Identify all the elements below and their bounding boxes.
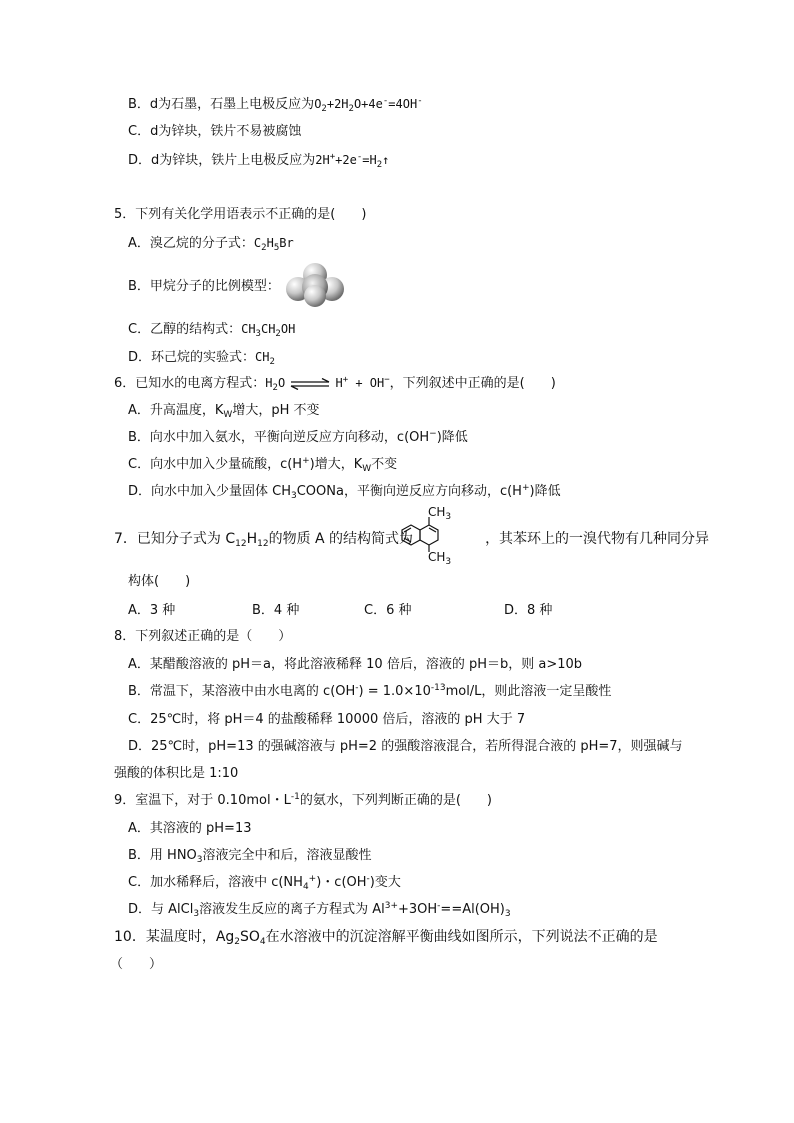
q4-option-b-text: d为石墨，石墨上电极反应为 [149, 97, 315, 112]
q4-option-c [128, 123, 301, 141]
q5-option-b-label: B． [128, 279, 150, 294]
q8-option-a: A．某醋酸溶液的 pH＝a，将此溶液稀释 10 倍后，溶液的 pH＝b，则 a>10b [128, 657, 583, 672]
q8-option-d-continued: 强酸的体积比是 1:10 [114, 766, 239, 781]
q8-option-c: C．25℃时，将 pH＝4 的盐酸稀释 10000 倍后，溶液的 pH 大于 7 [128, 712, 526, 727]
q7-structure-image [392, 506, 466, 568]
q10-stem-continued: （ ） [110, 957, 163, 972]
q5-option-c-text: 乙醇的结构式： [150, 322, 242, 337]
q9-option-a: A．其溶液的 pH=13 [128, 821, 252, 836]
q7-choice-c: C．6 种 [364, 603, 412, 618]
q6-option-a: A．升高温度，$K_W$增大，pH 不变 [128, 403, 320, 420]
q5-stem: 5．下列有关化学用语表示不正确的是( ) [114, 207, 367, 222]
q4-option-c-label: C． [128, 124, 151, 139]
q7-stem-post: ，其苯环上的一溴代物有几种同分异 [485, 531, 710, 547]
q6-option-b: B．向水中加入氨水，平衡向逆反应方向移动，c(OH−)降低 [128, 429, 468, 445]
q6-equation-left: $H_2O$ [265, 376, 286, 393]
q4-option-d-label: D． [128, 153, 152, 168]
q4-option-d-text: d为锌块，铁片上电极反应为 [151, 153, 316, 168]
q8-option-b: B．常温下，某溶液中由水电离的 $c(OH^-) = 1.0\times 10^{-13}mol/L$，则此溶液一定呈酸性 [128, 683, 612, 699]
q5-option-a-formula: $C_2H_5Br$ [253, 236, 294, 253]
q6-equation-right: H+ + OH− [335, 375, 390, 390]
q7-choice-d: D．8 种 [504, 603, 553, 618]
q5-option-d-formula: $CH_2$ [255, 350, 275, 367]
q7-stem-pre: 7．已知分子式为 $C_{12}H_{12}$的物质 A 的结构简式为 [114, 531, 414, 549]
q9-option-b: B．用 $HNO_3$溶液完全中和后，溶液显酸性 [128, 848, 372, 865]
q4-option-b-equation: $O_2+2H_2O+4e^-=4OH^-$ [314, 96, 423, 114]
q5-option-b-text: 甲烷分子的比例模型： [149, 279, 280, 294]
equilibrium-arrow-icon [289, 376, 331, 391]
q5-option-b [128, 278, 280, 296]
q4-option-b-label: B． [128, 97, 150, 112]
q5-option-a-label: A． [128, 236, 150, 251]
q5-option-c-label: C． [128, 322, 151, 337]
methane-space-filling-model-image [286, 262, 344, 308]
q9-option-d: D．与 AlCl$_3$溶液发生反应的离子方程式为 $Al^{3+}+3OH^-==Al(OH)_3$ [128, 901, 511, 919]
q4-option-c-text: d为锌块，铁片不易被腐蚀 [150, 124, 302, 139]
q4-option-d-equation: $2H^++2e^-=H_2↑$ [315, 152, 390, 170]
q7-structure-top-methyl: $CH_3$ [428, 505, 452, 522]
q7-choice-b: B．4 种 [252, 603, 300, 618]
q6-stem-post: ，下列叙述中正确的是( ) [389, 376, 556, 391]
q8-stem: 8．下列叙述正确的是（ ） [114, 629, 292, 644]
q4-option-d [128, 151, 389, 170]
q4-option-b [128, 95, 423, 114]
q5-option-c-formula: $CH_3CH_2OH$ [241, 322, 296, 339]
q7-choice-a: A．3 种 [128, 603, 176, 618]
q6-option-c: C．向水中加入少量硫酸，c(H+)增大，$K_W$不变 [128, 456, 398, 474]
q6-stem-pre: 6．已知水的电离方程式： [114, 376, 266, 391]
q10-stem: 10．某温度时，$Ag_2SO_4$在水溶液中的沉淀溶解平衡曲线如图所示，下列说法不正确的是 [114, 929, 658, 947]
q5-option-d-text: 环己烷的实验式： [151, 350, 256, 365]
q9-option-c: C．加水稀释后，溶液中 $c(NH_4^+)$・c(OH-)变大 [128, 874, 401, 892]
q5-option-a-text: 溴乙烷的分子式： [149, 236, 254, 251]
q5-option-c [128, 320, 295, 339]
q6-option-d: D．向水中加入少量固体 $CH_3COONa$，平衡向逆反应方向移动，c(H+)降低 [128, 483, 561, 501]
q9-stem: 9．室温下，对于 0.10mol・$L^{-1}$的氨水，下列判断正确的是( ) [114, 792, 492, 808]
q5-option-d-label: D． [128, 350, 152, 365]
q5-option-a [128, 234, 294, 253]
q5-option-d [128, 348, 275, 367]
q7-structure-bottom-methyl: $CH_3$ [428, 550, 452, 567]
q7-stem-continued: 构体( ) [128, 574, 191, 589]
q8-option-d: D．25℃时，pH=13 的强碱溶液与 pH=2 的强酸溶液混合，若所得混合液的 pH=7，则强碱与 [128, 739, 683, 754]
q6-stem [114, 374, 556, 393]
